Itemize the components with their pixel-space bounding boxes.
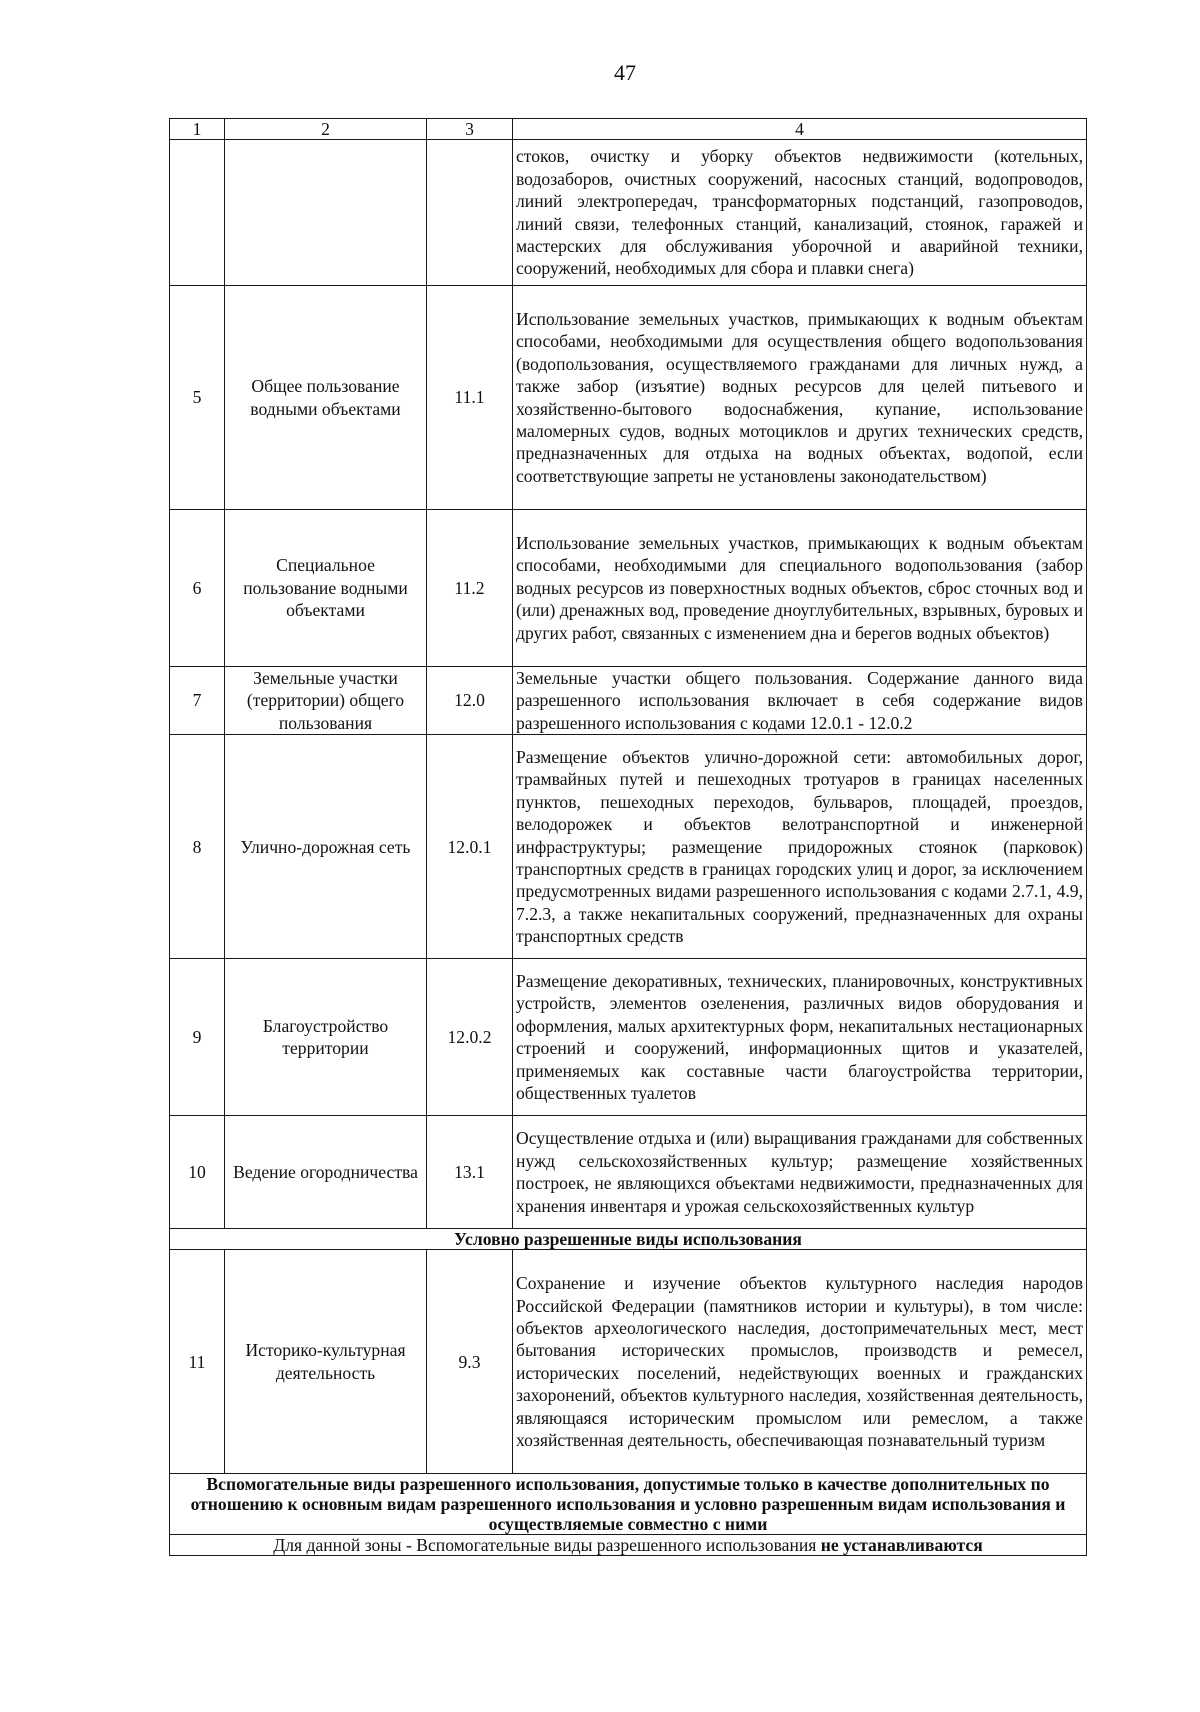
table-row-continuation bbox=[170, 140, 1087, 286]
row-description-cell: Сохранение и изучение объектов культурного наследия народов Российской Федерации (памятников истории и культуры), в том числе: объектов археологического наследия, достопримечательных мест, мест бытования исторических промыслов, производств и ремесел, исторических поселений, недействующих военных и гражданских захоронений, объектов культурного наследия, хозяйственная деятельность, являющаяся историческим промыслом или ремеслом, а также хозяйственная деятельность, обеспечивающая познавательный туризм bbox=[513, 1250, 1087, 1474]
auxiliary-section-title: Вспомогательные виды разрешенного использования, допустимые только в качестве дополнительных по отношению к основным видам разрешенного использования и условно разрешенным видам использования и осуществляемые совместно с ними bbox=[170, 1474, 1087, 1535]
row-name-cell: Специальное пользование водными объектами bbox=[225, 510, 427, 667]
auxiliary-note-emphasis: не устанавливаются bbox=[820, 1535, 983, 1556]
row-number-cell: 8 bbox=[170, 735, 225, 959]
row-code-cell bbox=[427, 140, 513, 286]
conditional-section-title: Условно разрешенные виды использования bbox=[170, 1229, 1087, 1250]
table-row bbox=[170, 959, 1087, 1116]
row-name-cell: Общее пользование водными объектами bbox=[225, 286, 427, 510]
header-cell-4: 4 bbox=[513, 119, 1087, 140]
table-row bbox=[170, 1250, 1087, 1474]
row-number-cell: 10 bbox=[170, 1116, 225, 1229]
row-code-cell: 13.1 bbox=[427, 1116, 513, 1229]
row-description-cell: Размещение объектов улично-дорожной сети: автомобильных дорог, трамвайных путей и пешеходных тротуаров в границах населенных пунктов, пешеходных переходов, бульваров, площадей, проездов, велодорожек и объектов велотранспортной и инженерной инфраструктуры; размещение придорожных стоянок (парковок) транспортных средств в границах городских улиц и дорог, за исключением предусмотренных видами разрешенного использования с кодами 2.7.1, 4.9, 7.2.3, а также некапитальных сооружений, предназначенных для охраны транспортных средств bbox=[513, 735, 1087, 959]
table-row bbox=[170, 1116, 1087, 1229]
header-cell-1: 1 bbox=[170, 119, 225, 140]
table-row bbox=[170, 735, 1087, 959]
table-header-row bbox=[170, 119, 1087, 140]
auxiliary-note-cell bbox=[170, 1535, 1087, 1556]
row-code-cell: 12.0.2 bbox=[427, 959, 513, 1116]
row-number-cell bbox=[170, 140, 225, 286]
row-name-cell bbox=[225, 140, 427, 286]
row-number-cell: 7 bbox=[170, 667, 225, 735]
row-name-cell: Историко-культурная деятельность bbox=[225, 1250, 427, 1474]
row-code-cell: 11.1 bbox=[427, 286, 513, 510]
row-number-cell: 6 bbox=[170, 510, 225, 667]
row-name-cell: Земельные участки (территории) общего пользования bbox=[225, 667, 427, 735]
row-name-cell: Ведение огородничества bbox=[225, 1116, 427, 1229]
auxiliary-section-row bbox=[170, 1474, 1087, 1535]
table-row bbox=[170, 510, 1087, 667]
auxiliary-note-text: Для данной зоны - Вспомогательные виды разрешенного использования bbox=[273, 1535, 821, 1556]
header-cell-3: 3 bbox=[427, 119, 513, 140]
auxiliary-note-row bbox=[170, 1535, 1087, 1556]
row-description-cell: Земельные участки общего пользования. Содержание данного вида разрешенного использования включает в себя содержание видов разрешенного использования с кодами 12.0.1 - 12.0.2 bbox=[513, 667, 1087, 735]
conditional-section-row bbox=[170, 1229, 1087, 1250]
row-number-cell: 5 bbox=[170, 286, 225, 510]
table-row bbox=[170, 667, 1087, 735]
row-description-cell: Использование земельных участков, примыкающих к водным объектам способами, необходимыми для специального водопользования (забор водных ресурсов из поверхностных водных объектов, сброс сточных вод и (или) дренажных вод, проведение дноуглубительных, взрывных, буровых и других работ, связанных с изменением дна и берегов водных объектов) bbox=[513, 510, 1087, 667]
land-use-table bbox=[169, 118, 1087, 1556]
row-description-cell: Использование земельных участков, примыкающих к водным объектам способами, необходимыми для осуществления общего водопользования (водопользования, осуществляемого гражданами для личных нужд, а также забор (изъятие) водных ресурсов для целей питьевого и хозяйственно-бытового водоснабжения, купание, использование маломерных судов, водных мотоциклов и других технических средств, предназначенных для отдыха на водных объектах, водопой, если соответствующие запреты не установлены законодательством) bbox=[513, 286, 1087, 510]
table-row bbox=[170, 286, 1087, 510]
header-cell-2: 2 bbox=[225, 119, 427, 140]
row-number-cell: 11 bbox=[170, 1250, 225, 1474]
row-code-cell: 11.2 bbox=[427, 510, 513, 667]
row-name-cell: Улично-дорожная сеть bbox=[225, 735, 427, 959]
row-code-cell: 9.3 bbox=[427, 1250, 513, 1474]
row-number-cell: 9 bbox=[170, 959, 225, 1116]
row-name-cell: Благоустройство территории bbox=[225, 959, 427, 1116]
row-description-cell: Осуществление отдыха и (или) выращивания гражданами для собственных нужд сельскохозяйственных культур; размещение хозяйственных построек, не являющихся объектами недвижимости, предназначенных для хранения инвентаря и урожая сельскохозяйственных культур bbox=[513, 1116, 1087, 1229]
row-code-cell: 12.0 bbox=[427, 667, 513, 735]
row-description-cell: стоков, очистку и уборку объектов недвижимости (котельных, водозаборов, очистных сооружений, насосных станций, водопроводов, линий электропередач, трансформаторных подстанций, газопроводов, линий связи, телефонных станций, канализаций, стоянок, гаражей и мастерских для обслуживания уборочной и аварийной техники, сооружений, необходимых для сбора и плавки снега) bbox=[513, 140, 1087, 286]
row-description-cell: Размещение декоративных, технических, планировочных, конструктивных устройств, элементов озеленения, различных видов оборудования и оформления, малых архитектурных форм, некапитальных нестационарных строений и сооружений, информационных щитов и указателей, применяемых как составные части благоустройства территории, общественных туалетов bbox=[513, 959, 1087, 1116]
row-code-cell: 12.0.1 bbox=[427, 735, 513, 959]
page-number: 47 bbox=[614, 60, 636, 85]
